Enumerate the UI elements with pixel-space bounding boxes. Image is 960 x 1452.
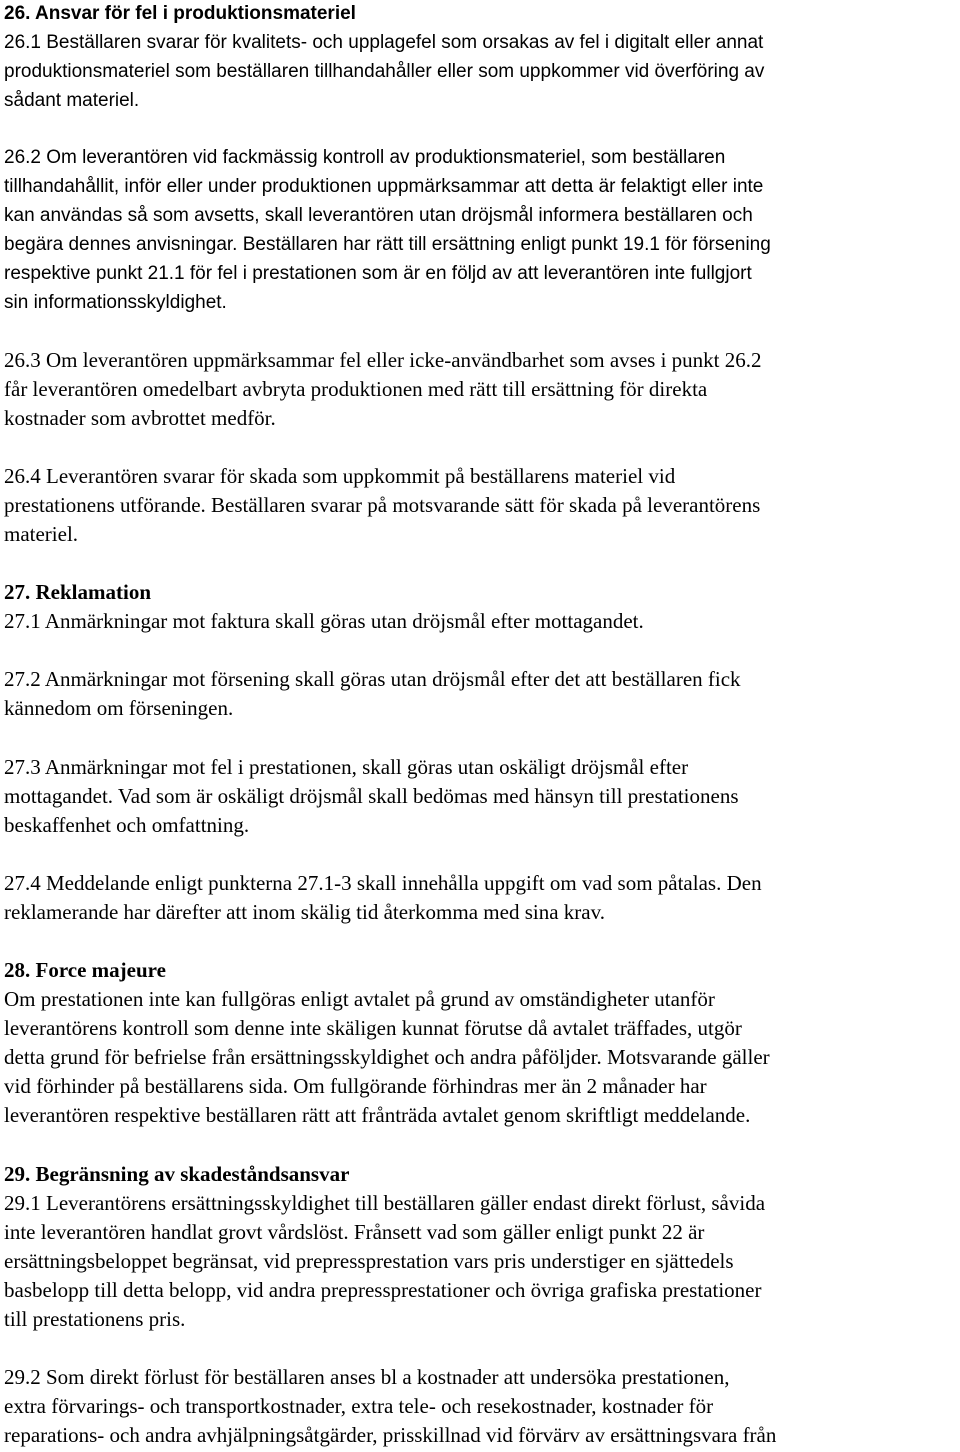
clause-27-3-line-2: mottagandet. Vad som är oskäligt dröjsmål skall bedömas med hänsyn till prestationens bbox=[4, 784, 739, 808]
clause-28-line-3: detta grund för befrielse från ersättningsskyldighet och andra påföljder. Motsvarande gäller bbox=[4, 1045, 770, 1069]
clause-26-1-line-2: produktionsmateriel som beställaren tillhandahåller eller som uppkommer vid överföring av bbox=[4, 61, 765, 82]
clause-26-2-line-6: sin informationsskyldighet. bbox=[4, 292, 227, 313]
clause-29-1-line-2: inte leverantören handlat grovt vårdslöst. Frånsett vad som gäller enligt punkt 22 är bbox=[4, 1220, 705, 1244]
clause-28-line-5: leverantören respektive beställaren rätt att frånträda avtalet genom skriftligt meddelande. bbox=[4, 1103, 751, 1127]
clause-26-2-line-1: 26.2 Om leverantören vid fackmässig kontroll av produktionsmateriel, som beställaren bbox=[4, 147, 726, 168]
clause-29-2-line-3: reparations- och andra avhjälpningsåtgärder, prisskillnad vid förvärv av ersättningsvara från bbox=[4, 1423, 777, 1447]
section-heading-28: 28. Force majeure bbox=[4, 958, 166, 982]
clause-26-2-line-4: begära dennes anvisningar. Beställaren har rätt till ersättning enligt punkt 19.1 för försening bbox=[4, 234, 771, 255]
clause-27-4-line-2: reklamerande har därefter att inom skälig tid återkomma med sina krav. bbox=[4, 900, 605, 924]
clause-26-3-line-2: får leverantören omedelbart avbryta produktionen med rätt till ersättning för direkta bbox=[4, 377, 708, 401]
clause-26-4-line-2: prestationens utförande. Beställaren svarar på motsvarande sätt för skada på leverantörens bbox=[4, 493, 761, 517]
clause-27-2-line-1: 27.2 Anmärkningar mot försening skall göras utan dröjsmål efter det att beställaren fick bbox=[4, 667, 741, 691]
clause-27-3-line-1: 27.3 Anmärkningar mot fel i prestationen, skall göras utan oskäligt dröjsmål efter bbox=[4, 755, 689, 779]
section-heading-26: 26. Ansvar för fel i produktionsmateriel bbox=[4, 3, 356, 24]
clause-26-3-line-3: kostnader som avbrottet medför. bbox=[4, 406, 276, 430]
clause-29-1-line-3: ersättningsbeloppet begränsat, vid prepressprestation vars pris understiger en sjättedels bbox=[4, 1249, 734, 1273]
clause-26-4-line-1: 26.4 Leverantören svarar för skada som uppkommit på beställarens materiel vid bbox=[4, 464, 676, 488]
clause-26-2-line-3: kan användas så som avsetts, skall leverantören utan dröjsmål informera beställaren och bbox=[4, 205, 753, 226]
clause-29-1-line-1: 29.1 Leverantörens ersättningsskyldighet till beställaren gäller endast direkt förlust, såvida bbox=[4, 1191, 766, 1215]
clause-29-1-line-4: basbelopp till detta belopp, vid andra prepressprestationer och övriga grafiska prestationer bbox=[4, 1278, 762, 1302]
clause-29-2-line-1: 29.2 Som direkt förlust för beställaren anses bl a kostnader att undersöka prestationen, bbox=[4, 1365, 730, 1389]
clause-27-1-line-1: 27.1 Anmärkningar mot faktura skall göras utan dröjsmål efter mottagandet. bbox=[4, 609, 644, 633]
clause-27-4-line-1: 27.4 Meddelande enligt punkterna 27.1-3 skall innehålla uppgift om vad som påtalas. Den bbox=[4, 871, 762, 895]
section-heading-29: 29. Begränsning av skadeståndsansvar bbox=[4, 1162, 350, 1186]
clause-26-1-line-3: sådant materiel. bbox=[4, 90, 140, 111]
clause-29-1-line-5: till prestationens pris. bbox=[4, 1307, 186, 1331]
clause-26-1-line-1: 26.1 Beställaren svarar för kvalitets- och upplagefel som orsakas av fel i digitalt eller annat bbox=[4, 32, 764, 53]
clause-29-2-line-2: extra förvarings- och transportkostnader, extra tele- och resekostnader, kostnader för bbox=[4, 1394, 714, 1418]
clause-26-4-line-3: materiel. bbox=[4, 522, 79, 546]
clause-27-2-line-2: kännedom om förseningen. bbox=[4, 696, 234, 720]
clause-26-2-line-2: tillhandahållit, inför eller under produktionen uppmärksammar att detta är felaktigt eller inte bbox=[4, 176, 764, 197]
clause-28-line-4: vid förhinder på beställarens sida. Om fullgörande förhindras mer än 2 månader har bbox=[4, 1074, 707, 1098]
clause-26-2-line-5: respektive punkt 21.1 för fel i prestationen som är en följd av att leverantören inte fullgjort bbox=[4, 263, 752, 284]
section-heading-27: 27. Reklamation bbox=[4, 580, 151, 604]
clause-28-line-2: leverantörens kontroll som denne inte skäligen kunnat förutse då avtalet träffades, utgör bbox=[4, 1016, 742, 1040]
clause-27-3-line-3: beskaffenhet och omfattning. bbox=[4, 813, 250, 837]
clause-28-line-1: Om prestationen inte kan fullgöras enligt avtalet på grund av omständigheter utanför bbox=[4, 987, 715, 1011]
clause-26-3-line-1: 26.3 Om leverantören uppmärksammar fel eller icke-användbarhet som avses i punkt 26.2 bbox=[4, 348, 762, 372]
